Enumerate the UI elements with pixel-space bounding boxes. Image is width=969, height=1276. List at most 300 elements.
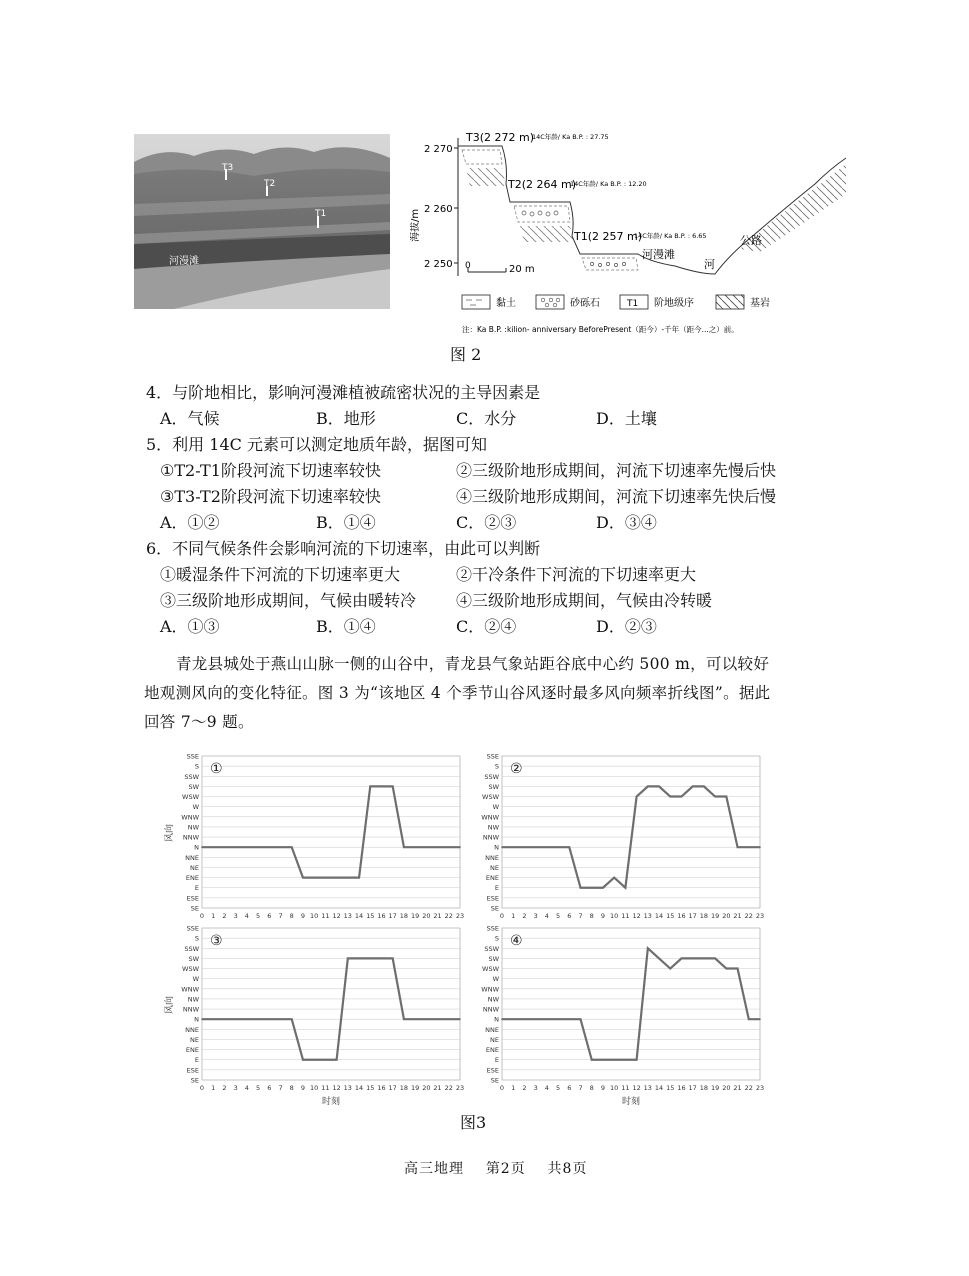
intro-line-1: 青龙县城处于燕山山脉一侧的山谷中，青龙县气象站距谷底中心约 500 m，可以较好 xyxy=(176,655,770,673)
y-tick-label: ESE xyxy=(186,1066,199,1075)
x-tick-label: 6 xyxy=(267,1084,272,1092)
y-tick-label: W xyxy=(492,803,499,812)
x-tick-label: 17 xyxy=(388,1084,397,1092)
x-tick-label: 16 xyxy=(377,912,386,920)
data-point xyxy=(647,947,649,949)
x-tick-label: 3 xyxy=(533,912,538,920)
photo-label-floodplain: 河漫滩 xyxy=(169,256,199,267)
plot-frame xyxy=(502,756,760,908)
x-tick-label: 19 xyxy=(410,912,420,920)
q4-option-d: D．土壤 xyxy=(596,409,657,428)
data-point xyxy=(748,1018,750,1020)
x-tick-label: 15 xyxy=(366,1084,375,1092)
q5-statement-3: ③T3-T2阶段河流下切速率较快 xyxy=(160,487,381,506)
legend-clay: 黏土 xyxy=(496,298,516,309)
x-tick-label: 15 xyxy=(366,912,375,920)
x-tick-label: 18 xyxy=(699,912,709,920)
x-tick-label: 3 xyxy=(233,912,238,920)
x-tick-label: 21 xyxy=(733,912,742,920)
data-point xyxy=(613,877,615,879)
x-tick-label: 0 xyxy=(199,912,205,920)
profile-legend xyxy=(462,295,770,309)
data-point xyxy=(235,1018,237,1020)
x-tick-label: 1 xyxy=(211,1084,216,1092)
data-point xyxy=(647,786,649,788)
x-tick-label: 21 xyxy=(433,1084,442,1092)
question-5-stem: 5．利用 14C 元素可以测定地质年龄，据图可知 xyxy=(146,435,487,454)
data-point xyxy=(524,846,526,848)
plot-frame xyxy=(502,928,760,1080)
y-tick-label: S xyxy=(194,762,199,771)
x-tick-label: 1 xyxy=(511,1084,516,1092)
y-tick-label: ESE xyxy=(486,894,499,903)
data-point xyxy=(625,887,627,889)
x-tick-label: 21 xyxy=(733,1084,742,1092)
y-tick-label: ENE xyxy=(485,1046,499,1055)
x-tick-label: 9 xyxy=(600,1084,606,1092)
x-tick-label: 10 xyxy=(310,1084,319,1092)
y-tick-label: W xyxy=(492,975,499,984)
y-tick-label: NNE xyxy=(185,1025,199,1034)
y-tick-label: NW xyxy=(487,823,499,832)
data-point xyxy=(512,846,514,848)
q6-statement-4: ④三级阶地形成期间，气候由冷转暖 xyxy=(456,591,713,610)
terrace-t2-age: 14C年龄/ Ka B.P. : 12.20 xyxy=(570,180,647,188)
y-tick-label: WSW xyxy=(182,965,199,974)
data-point xyxy=(224,1018,226,1020)
y-tick-label: W xyxy=(192,803,199,812)
terrace-t2-label: T2(2 264 m) xyxy=(508,178,577,191)
x-tick-label: 9 xyxy=(300,1084,306,1092)
chart-panel-2 xyxy=(460,748,770,920)
x-tick-label: 4 xyxy=(244,912,249,920)
data-point xyxy=(546,846,548,848)
x-tick-label: 22 xyxy=(744,912,753,920)
y-tick-label: SW xyxy=(188,954,199,963)
x-tick-label: 4 xyxy=(544,1084,549,1092)
y-tick-label: SE xyxy=(490,904,499,913)
chart-panel-3 xyxy=(160,920,470,1108)
q6-statement-2: ②干冷条件下河流的下切速率更大 xyxy=(456,565,697,584)
data-point xyxy=(737,846,739,848)
q5-statement-1: ①T2-T1阶段河流下切速率较快 xyxy=(160,461,381,480)
y-tick-label: NE xyxy=(490,863,499,872)
y-tick-label: SSW xyxy=(184,944,199,953)
y-tick-2260: 2 260 xyxy=(424,204,453,215)
data-point xyxy=(246,846,248,848)
legend-t1-symbol: T1 xyxy=(627,299,639,309)
y-tick-label: NE xyxy=(490,1035,499,1044)
data-point xyxy=(358,958,360,960)
data-point xyxy=(257,1018,259,1020)
y-tick-label: SW xyxy=(488,782,499,791)
x-axis-label: 时刻 xyxy=(321,1097,341,1107)
y-tick-label: SW xyxy=(488,954,499,963)
y-tick-label: ESE xyxy=(486,1066,499,1075)
data-point xyxy=(437,1018,439,1020)
data-point xyxy=(535,1018,537,1020)
x-tick-label: 23 xyxy=(455,912,465,920)
x-tick-label: 6 xyxy=(567,1084,572,1092)
photo-label-t1: T1 xyxy=(315,209,327,219)
data-point xyxy=(235,846,237,848)
data-point xyxy=(448,1018,450,1020)
y-tick-label: SSE xyxy=(186,752,199,761)
data-point xyxy=(313,1059,315,1061)
x-tick-label: 7 xyxy=(278,1084,283,1092)
y-tick-label: SSW xyxy=(484,944,499,953)
x-tick-label: 5 xyxy=(256,912,261,920)
x-tick-label: 20 xyxy=(422,1084,431,1092)
y-tick-label: NNW xyxy=(482,833,499,842)
x-tick-label: 20 xyxy=(422,912,431,920)
x-tick-label: 17 xyxy=(688,1084,697,1092)
data-point xyxy=(392,958,394,960)
x-tick-label: 11 xyxy=(321,1084,330,1092)
x-tick-label: 2 xyxy=(522,912,527,920)
intro-line-2: 地观测风向的变化特征。图 3 为“该地区 4 个季节山谷风逐时最多风向频率折线图”。据此 xyxy=(144,684,771,702)
y-tick-label: NW xyxy=(187,995,199,1004)
x-tick-label: 5 xyxy=(556,1084,561,1092)
data-point xyxy=(414,1018,416,1020)
x-tick-label: 22 xyxy=(744,1084,753,1092)
data-point xyxy=(257,846,259,848)
plot-frame xyxy=(202,928,460,1080)
data-point xyxy=(313,877,315,879)
x-tick-label: 13 xyxy=(343,912,352,920)
terrace-t3-age: 14C年龄/ Ka B.P. : 27.75 xyxy=(532,133,609,141)
y-tick-label: NE xyxy=(190,1035,199,1044)
profile-road-label: 公路 xyxy=(740,234,762,247)
y-tick-label: ENE xyxy=(185,874,199,883)
data-point xyxy=(325,877,327,879)
y-tick-label: SE xyxy=(190,1076,199,1085)
data-point xyxy=(546,1018,548,1020)
data-point xyxy=(580,887,582,889)
y-tick-label: N xyxy=(494,1015,499,1024)
y-tick-label: NNW xyxy=(482,1005,499,1014)
x-tick-label: 19 xyxy=(410,1084,420,1092)
y-tick-label: ENE xyxy=(185,1046,199,1055)
data-point xyxy=(557,1018,559,1020)
data-point xyxy=(636,796,638,798)
terrace-t1-age: 14C年龄/ Ka B.P. : 6.65 xyxy=(634,232,707,240)
x-tick-label: 8 xyxy=(289,1084,294,1092)
y-axis-label: 海拔/m xyxy=(410,208,421,242)
data-point xyxy=(703,786,705,788)
data-point xyxy=(658,786,660,788)
data-point xyxy=(448,846,450,848)
y-tick-label: SE xyxy=(190,904,199,913)
x-tick-label: 22 xyxy=(444,912,453,920)
data-point xyxy=(759,846,761,848)
data-point xyxy=(325,1059,327,1061)
q6-option-b: B．①④ xyxy=(316,617,376,636)
x-tick-label: 18 xyxy=(699,1084,709,1092)
q4-option-c: C．水分 xyxy=(456,409,517,428)
x-tick-label: 17 xyxy=(388,912,397,920)
x-tick-label: 14 xyxy=(354,912,364,920)
data-point xyxy=(403,846,405,848)
y-tick-label: W xyxy=(192,975,199,984)
data-point xyxy=(291,846,293,848)
x-tick-label: 18 xyxy=(399,1084,409,1092)
data-point xyxy=(569,1018,571,1020)
terrace-profile xyxy=(410,124,850,342)
y-tick-2250: 2 250 xyxy=(424,259,453,270)
data-point xyxy=(201,1018,203,1020)
y-tick-label: WNW xyxy=(181,813,199,822)
x-tick-label: 14 xyxy=(654,912,664,920)
y-tick-label: E xyxy=(194,1056,199,1065)
q4-option-b: B．地形 xyxy=(316,409,376,428)
footer-total: 共8页 xyxy=(547,1161,588,1177)
y-tick-label: SSE xyxy=(486,752,499,761)
x-tick-label: 15 xyxy=(666,1084,675,1092)
x-tick-label: 15 xyxy=(666,912,675,920)
x-tick-label: 11 xyxy=(621,912,630,920)
data-point xyxy=(291,1018,293,1020)
x-tick-label: 16 xyxy=(377,1084,386,1092)
data-point xyxy=(759,1018,761,1020)
q6-option-c: C．②④ xyxy=(456,617,517,636)
scale-label: 20 m xyxy=(509,264,535,275)
chart-panel-4 xyxy=(460,920,770,1108)
data-point xyxy=(392,786,394,788)
x-tick-label: 7 xyxy=(578,912,583,920)
data-point xyxy=(726,968,728,970)
x-tick-label: 22 xyxy=(444,1084,453,1092)
x-tick-label: 1 xyxy=(511,912,516,920)
data-point xyxy=(336,877,338,879)
y-tick-label: SSE xyxy=(186,924,199,933)
x-tick-label: 0 xyxy=(499,912,505,920)
data-point xyxy=(347,877,349,879)
fig3-caption: 图3 xyxy=(460,1113,487,1132)
data-point xyxy=(714,958,716,960)
data-point xyxy=(681,796,683,798)
x-tick-label: 19 xyxy=(710,1084,720,1092)
x-tick-label: 23 xyxy=(455,1084,465,1092)
data-point xyxy=(737,968,739,970)
data-point xyxy=(692,958,694,960)
y-tick-label: N xyxy=(194,1015,199,1024)
y-tick-label: WSW xyxy=(482,793,499,802)
y-tick-label: SSE xyxy=(486,924,499,933)
data-point xyxy=(501,846,503,848)
terrace-photo xyxy=(134,134,390,309)
x-tick-label: 13 xyxy=(343,1084,352,1092)
x-tick-label: 2 xyxy=(522,1084,527,1092)
legend-bedrock: 基岩 xyxy=(750,298,770,309)
y-tick-label: ESE xyxy=(186,894,199,903)
data-point xyxy=(726,796,728,798)
x-tick-label: 23 xyxy=(755,912,765,920)
x-tick-label: 0 xyxy=(199,1084,205,1092)
panel-label: ④ xyxy=(510,933,523,949)
panel-label: ② xyxy=(510,761,523,777)
data-point xyxy=(591,1059,593,1061)
q6-statement-1: ①暖湿条件下河流的下切速率更大 xyxy=(160,565,401,584)
x-tick-label: 18 xyxy=(399,912,409,920)
y-tick-label: NW xyxy=(187,823,199,832)
x-tick-label: 11 xyxy=(621,1084,630,1092)
data-point xyxy=(501,1018,503,1020)
y-axis-label: 风向 xyxy=(165,995,175,1014)
panel-label: ③ xyxy=(210,933,223,949)
q6-option-d: D．②③ xyxy=(596,617,657,636)
y-tick-label: NNE xyxy=(485,1025,499,1034)
y-tick-label: ENE xyxy=(485,874,499,883)
terrace-t3-label: T3(2 272 m) xyxy=(466,131,535,144)
data-point xyxy=(580,1018,582,1020)
data-point xyxy=(524,1018,526,1020)
data-point xyxy=(381,958,383,960)
plot-frame xyxy=(202,756,460,908)
y-tick-label: SW xyxy=(188,782,199,791)
data-point xyxy=(703,958,705,960)
data-point xyxy=(212,1018,214,1020)
data-point xyxy=(437,846,439,848)
x-tick-label: 3 xyxy=(233,1084,238,1092)
x-tick-label: 10 xyxy=(610,1084,619,1092)
y-tick-label: SE xyxy=(490,1076,499,1085)
data-point xyxy=(602,887,604,889)
data-point xyxy=(224,846,226,848)
x-tick-label: 21 xyxy=(433,912,442,920)
x-tick-label: 7 xyxy=(578,1084,583,1092)
y-tick-label: SSW xyxy=(184,772,199,781)
data-point xyxy=(369,786,371,788)
profile-river-label: 河 xyxy=(704,258,715,271)
data-point xyxy=(347,958,349,960)
data-point xyxy=(569,846,571,848)
photo-label-t2: T2 xyxy=(264,179,276,189)
y-axis-label: 风向 xyxy=(165,823,175,842)
footer xyxy=(404,1158,587,1178)
q5-option-b: B．①④ xyxy=(316,513,376,532)
q5-option-a: A．①② xyxy=(160,513,220,532)
profile-floodplain-label: 河漫滩 xyxy=(642,248,675,261)
x-tick-label: 5 xyxy=(256,1084,261,1092)
data-point xyxy=(625,1059,627,1061)
x-axis-label: 时刻 xyxy=(621,1097,641,1107)
terrace-t1-label: T1(2 257 m) xyxy=(574,230,643,243)
x-tick-label: 5 xyxy=(556,912,561,920)
y-tick-label: NNE xyxy=(185,853,199,862)
y-tick-label: NW xyxy=(487,995,499,1004)
x-tick-label: 7 xyxy=(278,912,283,920)
data-point xyxy=(591,887,593,889)
x-tick-label: 8 xyxy=(289,912,294,920)
q6-option-a: A．①③ xyxy=(160,617,220,636)
profile-note: 注：Ka B.P. :kilion- anniversary BeforePresent（距今）-千年（距今...之）前。 xyxy=(462,325,739,334)
y-tick-label: S xyxy=(494,762,499,771)
x-tick-label: 12 xyxy=(632,912,641,920)
y-tick-label: WNW xyxy=(181,985,199,994)
x-tick-label: 8 xyxy=(589,1084,594,1092)
y-tick-label: WNW xyxy=(481,985,499,994)
fig2-caption: 图 2 xyxy=(450,345,482,364)
footer-page: 第2页 xyxy=(485,1161,526,1177)
x-tick-label: 19 xyxy=(710,912,720,920)
data-point xyxy=(403,1018,405,1020)
x-tick-label: 2 xyxy=(222,912,227,920)
x-tick-label: 14 xyxy=(654,1084,664,1092)
x-tick-label: 8 xyxy=(589,912,594,920)
y-tick-label: NNW xyxy=(182,1005,199,1014)
legend-gravel: 砂砾石 xyxy=(570,298,600,309)
x-tick-label: 17 xyxy=(688,912,697,920)
data-point xyxy=(669,968,671,970)
data-point xyxy=(426,1018,428,1020)
data-point xyxy=(269,846,271,848)
q5-option-c: C．②③ xyxy=(456,513,517,532)
y-tick-label: S xyxy=(194,934,199,943)
data-point xyxy=(336,1059,338,1061)
data-point xyxy=(358,877,360,879)
intro-line-3: 回答 7～9 题。 xyxy=(144,713,254,731)
x-tick-label: 6 xyxy=(567,912,572,920)
x-tick-label: 12 xyxy=(332,1084,341,1092)
x-tick-label: 12 xyxy=(632,1084,641,1092)
x-tick-label: 4 xyxy=(544,912,549,920)
data-point xyxy=(512,1018,514,1020)
y-tick-label: E xyxy=(494,884,499,893)
q4-option-a: A．气候 xyxy=(160,409,220,428)
data-point xyxy=(414,846,416,848)
data-point xyxy=(636,1059,638,1061)
x-tick-label: 1 xyxy=(211,912,216,920)
x-tick-label: 10 xyxy=(610,912,619,920)
question-4-stem: 4．与阶地相比，影响河漫滩植被疏密状况的主导因素是 xyxy=(146,383,541,402)
y-tick-label: WNW xyxy=(481,813,499,822)
x-tick-label: 14 xyxy=(354,1084,364,1092)
data-point xyxy=(658,958,660,960)
y-tick-label: NE xyxy=(190,863,199,872)
y-tick-label: E xyxy=(194,884,199,893)
y-tick-label: N xyxy=(194,843,199,852)
scale-zero: 0 xyxy=(465,261,471,271)
x-tick-label: 3 xyxy=(533,1084,538,1092)
data-point xyxy=(302,1059,304,1061)
y-tick-label: N xyxy=(494,843,499,852)
x-tick-label: 11 xyxy=(321,912,330,920)
y-tick-label: E xyxy=(494,1056,499,1065)
q5-option-d: D．③④ xyxy=(596,513,657,532)
photo-label-t3: T3 xyxy=(222,163,234,173)
x-tick-label: 6 xyxy=(267,912,272,920)
x-tick-label: 9 xyxy=(600,912,606,920)
legend-terrace-order: 阶地级序 xyxy=(654,298,694,309)
question-6-stem: 6．不同气候条件会影响河流的下切速率，由此可以判断 xyxy=(146,539,541,558)
data-point xyxy=(280,846,282,848)
x-tick-label: 4 xyxy=(244,1084,249,1092)
y-tick-2270: 2 270 xyxy=(424,144,453,155)
footer-subject: 高三地理 xyxy=(404,1161,464,1177)
data-point xyxy=(302,877,304,879)
x-tick-label: 12 xyxy=(332,912,341,920)
q5-statement-4: ④三级阶地形成期间，河流下切速率先快后慢 xyxy=(456,487,777,506)
x-tick-label: 16 xyxy=(677,1084,686,1092)
x-tick-label: 9 xyxy=(300,912,306,920)
data-point xyxy=(692,786,694,788)
data-point xyxy=(602,1059,604,1061)
data-point xyxy=(212,846,214,848)
x-tick-label: 20 xyxy=(722,912,731,920)
q6-statement-3: ③三级阶地形成期间，气候由暖转冷 xyxy=(160,591,417,610)
data-point xyxy=(613,1059,615,1061)
